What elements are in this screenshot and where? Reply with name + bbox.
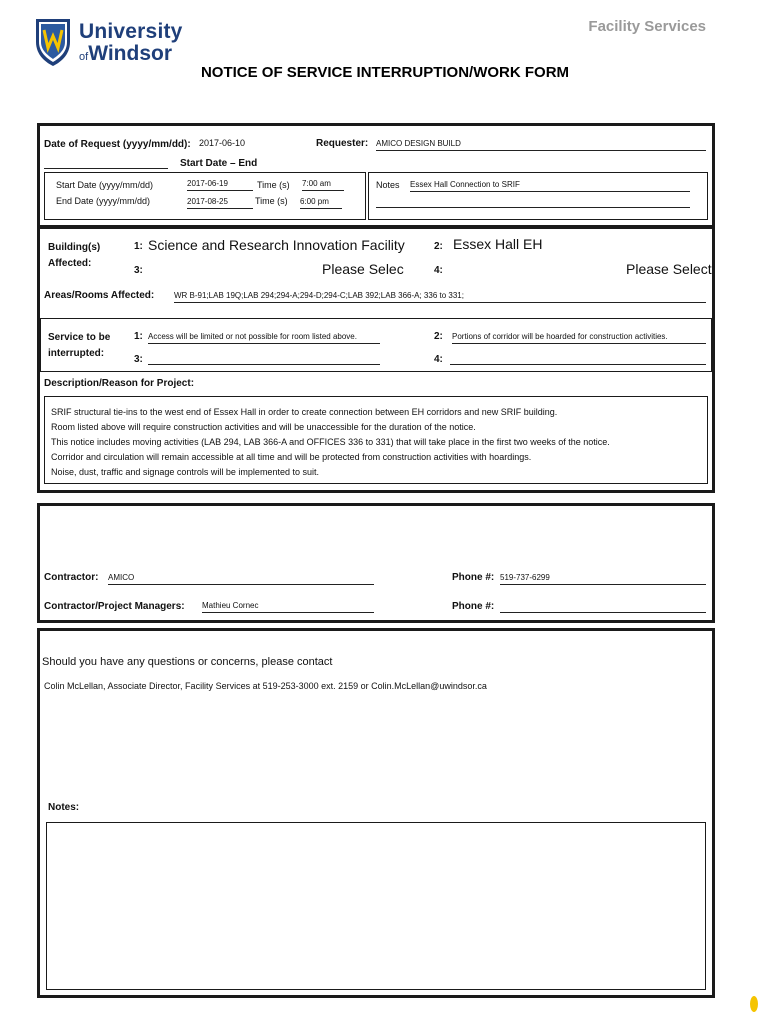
- start-date-field[interactable]: [187, 179, 253, 191]
- logo-windsor-text: Windsor: [88, 42, 172, 65]
- notes-textarea[interactable]: [46, 822, 706, 990]
- date-of-request-label: Date of Request (yyyy/mm/dd):: [44, 139, 191, 150]
- logo-university-text: University: [79, 20, 183, 43]
- end-time-field[interactable]: [300, 197, 342, 209]
- service-label-1: Service to be: [48, 332, 111, 343]
- description-line: Corridor and circulation will remain accessible at all time and will be protected from construction activities with hoardings.: [51, 452, 532, 462]
- start-time-value: 7:00 am: [302, 179, 331, 188]
- notes-value: Essex Hall Connection to SRIF: [410, 180, 520, 189]
- notes-field-line2[interactable]: [376, 197, 690, 208]
- service-4-number: 4:: [434, 354, 443, 365]
- building-4-select[interactable]: Please Select: [626, 261, 712, 277]
- start-date-value: 2017-06-19: [187, 179, 228, 188]
- logo-of-text: of: [79, 51, 89, 63]
- description-line: SRIF structural tie-ins to the west end of Essex Hall in order to create connection between EH corridors and new SRIF building.: [51, 407, 558, 417]
- phone-2-field[interactable]: [500, 601, 706, 613]
- notes-section-label: Notes:: [48, 802, 80, 813]
- description-box[interactable]: [44, 396, 708, 484]
- phone-value: 519-737-6299: [500, 573, 550, 582]
- end-date-label: End Date (yyyy/mm/dd): [56, 196, 151, 206]
- description-line: This notice includes moving activities (LAB 294, LAB 366-A and OFFICES 336 to 331) that will take place in the first two weeks of the notice.: [51, 437, 610, 447]
- notes-field[interactable]: [410, 180, 690, 192]
- service-2-field[interactable]: [452, 332, 706, 344]
- date-of-request-value[interactable]: 2017-06-10: [199, 138, 246, 148]
- building-1-select[interactable]: Science and Research Innovation Facility: [148, 237, 405, 253]
- building-3-number: 3:: [134, 265, 143, 276]
- requester-value: AMICO DESIGN BUILD: [376, 139, 461, 148]
- description-line: Room listed above will require construction activities and will be unaccessible for the duration of the notice.: [51, 422, 476, 432]
- building-4-number: 4:: [434, 265, 443, 276]
- contractor-value: AMICO: [108, 573, 135, 582]
- shield-icon: [33, 16, 73, 68]
- start-time-field[interactable]: [302, 179, 344, 191]
- project-managers-value: Mathieu Cornec: [202, 601, 259, 610]
- end-date-value: 2017-08-25: [187, 197, 228, 206]
- phone-field[interactable]: [500, 573, 706, 585]
- contact-details: Colin McLellan, Associate Director, Facility Services at 519-253-3000 ext. 2159 or Colin.McLellan@uwindsor.ca: [44, 681, 487, 691]
- areas-field[interactable]: [174, 291, 706, 303]
- building-2-number: 2:: [434, 241, 443, 252]
- gold-dot-icon: [750, 996, 758, 1012]
- phone-label: Phone #:: [452, 572, 495, 583]
- service-2-number: 2:: [434, 331, 443, 342]
- service-2-value: Portions of corridor will be hoarded for construction activities.: [452, 332, 668, 341]
- building-3-select[interactable]: Please Selec: [322, 261, 404, 277]
- start-end-heading: Start Date – End: [180, 158, 258, 169]
- phone-2-label: Phone #:: [452, 601, 495, 612]
- project-managers-field[interactable]: [202, 601, 374, 613]
- contact-intro: Should you have any questions or concerns, please contact: [42, 656, 333, 668]
- service-4-field[interactable]: [450, 353, 706, 365]
- form-title: NOTICE OF SERVICE INTERRUPTION/WORK FORM: [200, 64, 570, 81]
- university-logo: [33, 14, 183, 70]
- buildings-label-2: Affected:: [48, 258, 92, 269]
- service-label-2: interrupted:: [48, 348, 105, 359]
- building-2-select[interactable]: Essex Hall EH: [453, 236, 543, 252]
- end-date-field[interactable]: [187, 197, 253, 209]
- project-managers-label: Contractor/Project Managers:: [44, 601, 185, 612]
- areas-label: Areas/Rooms Affected:: [44, 290, 155, 301]
- requester-field[interactable]: [376, 139, 706, 151]
- service-1-value: Access will be limited or not possible for room listed above.: [148, 332, 357, 341]
- department-name: Facility Services: [588, 18, 706, 35]
- end-time-label: Time (s): [255, 196, 288, 206]
- requester-label: Requester:: [316, 138, 369, 149]
- contractor-field[interactable]: [108, 573, 374, 585]
- service-1-field[interactable]: [148, 332, 380, 344]
- service-3-field[interactable]: [148, 353, 380, 365]
- notes-label: Notes: [376, 180, 400, 190]
- buildings-label-1: Building(s): [48, 242, 101, 253]
- description-label: Description/Reason for Project:: [44, 378, 195, 389]
- building-1-number: 1:: [134, 241, 143, 252]
- contractor-label: Contractor:: [44, 572, 99, 583]
- start-time-label: Time (s): [257, 180, 290, 190]
- service-1-number: 1:: [134, 331, 143, 342]
- blank-line: [44, 158, 168, 169]
- description-line: Noise, dust, traffic and signage controls will be implemented to suit.: [51, 467, 319, 477]
- service-3-number: 3:: [134, 354, 143, 365]
- areas-value: WR B-91;LAB 19Q;LAB 294;294-A;294-D;294-C;LAB 392;LAB 366-A; 336 to 331;: [174, 291, 464, 300]
- start-date-label: Start Date (yyyy/mm/dd): [56, 180, 154, 190]
- end-time-value: 6:00 pm: [300, 197, 329, 206]
